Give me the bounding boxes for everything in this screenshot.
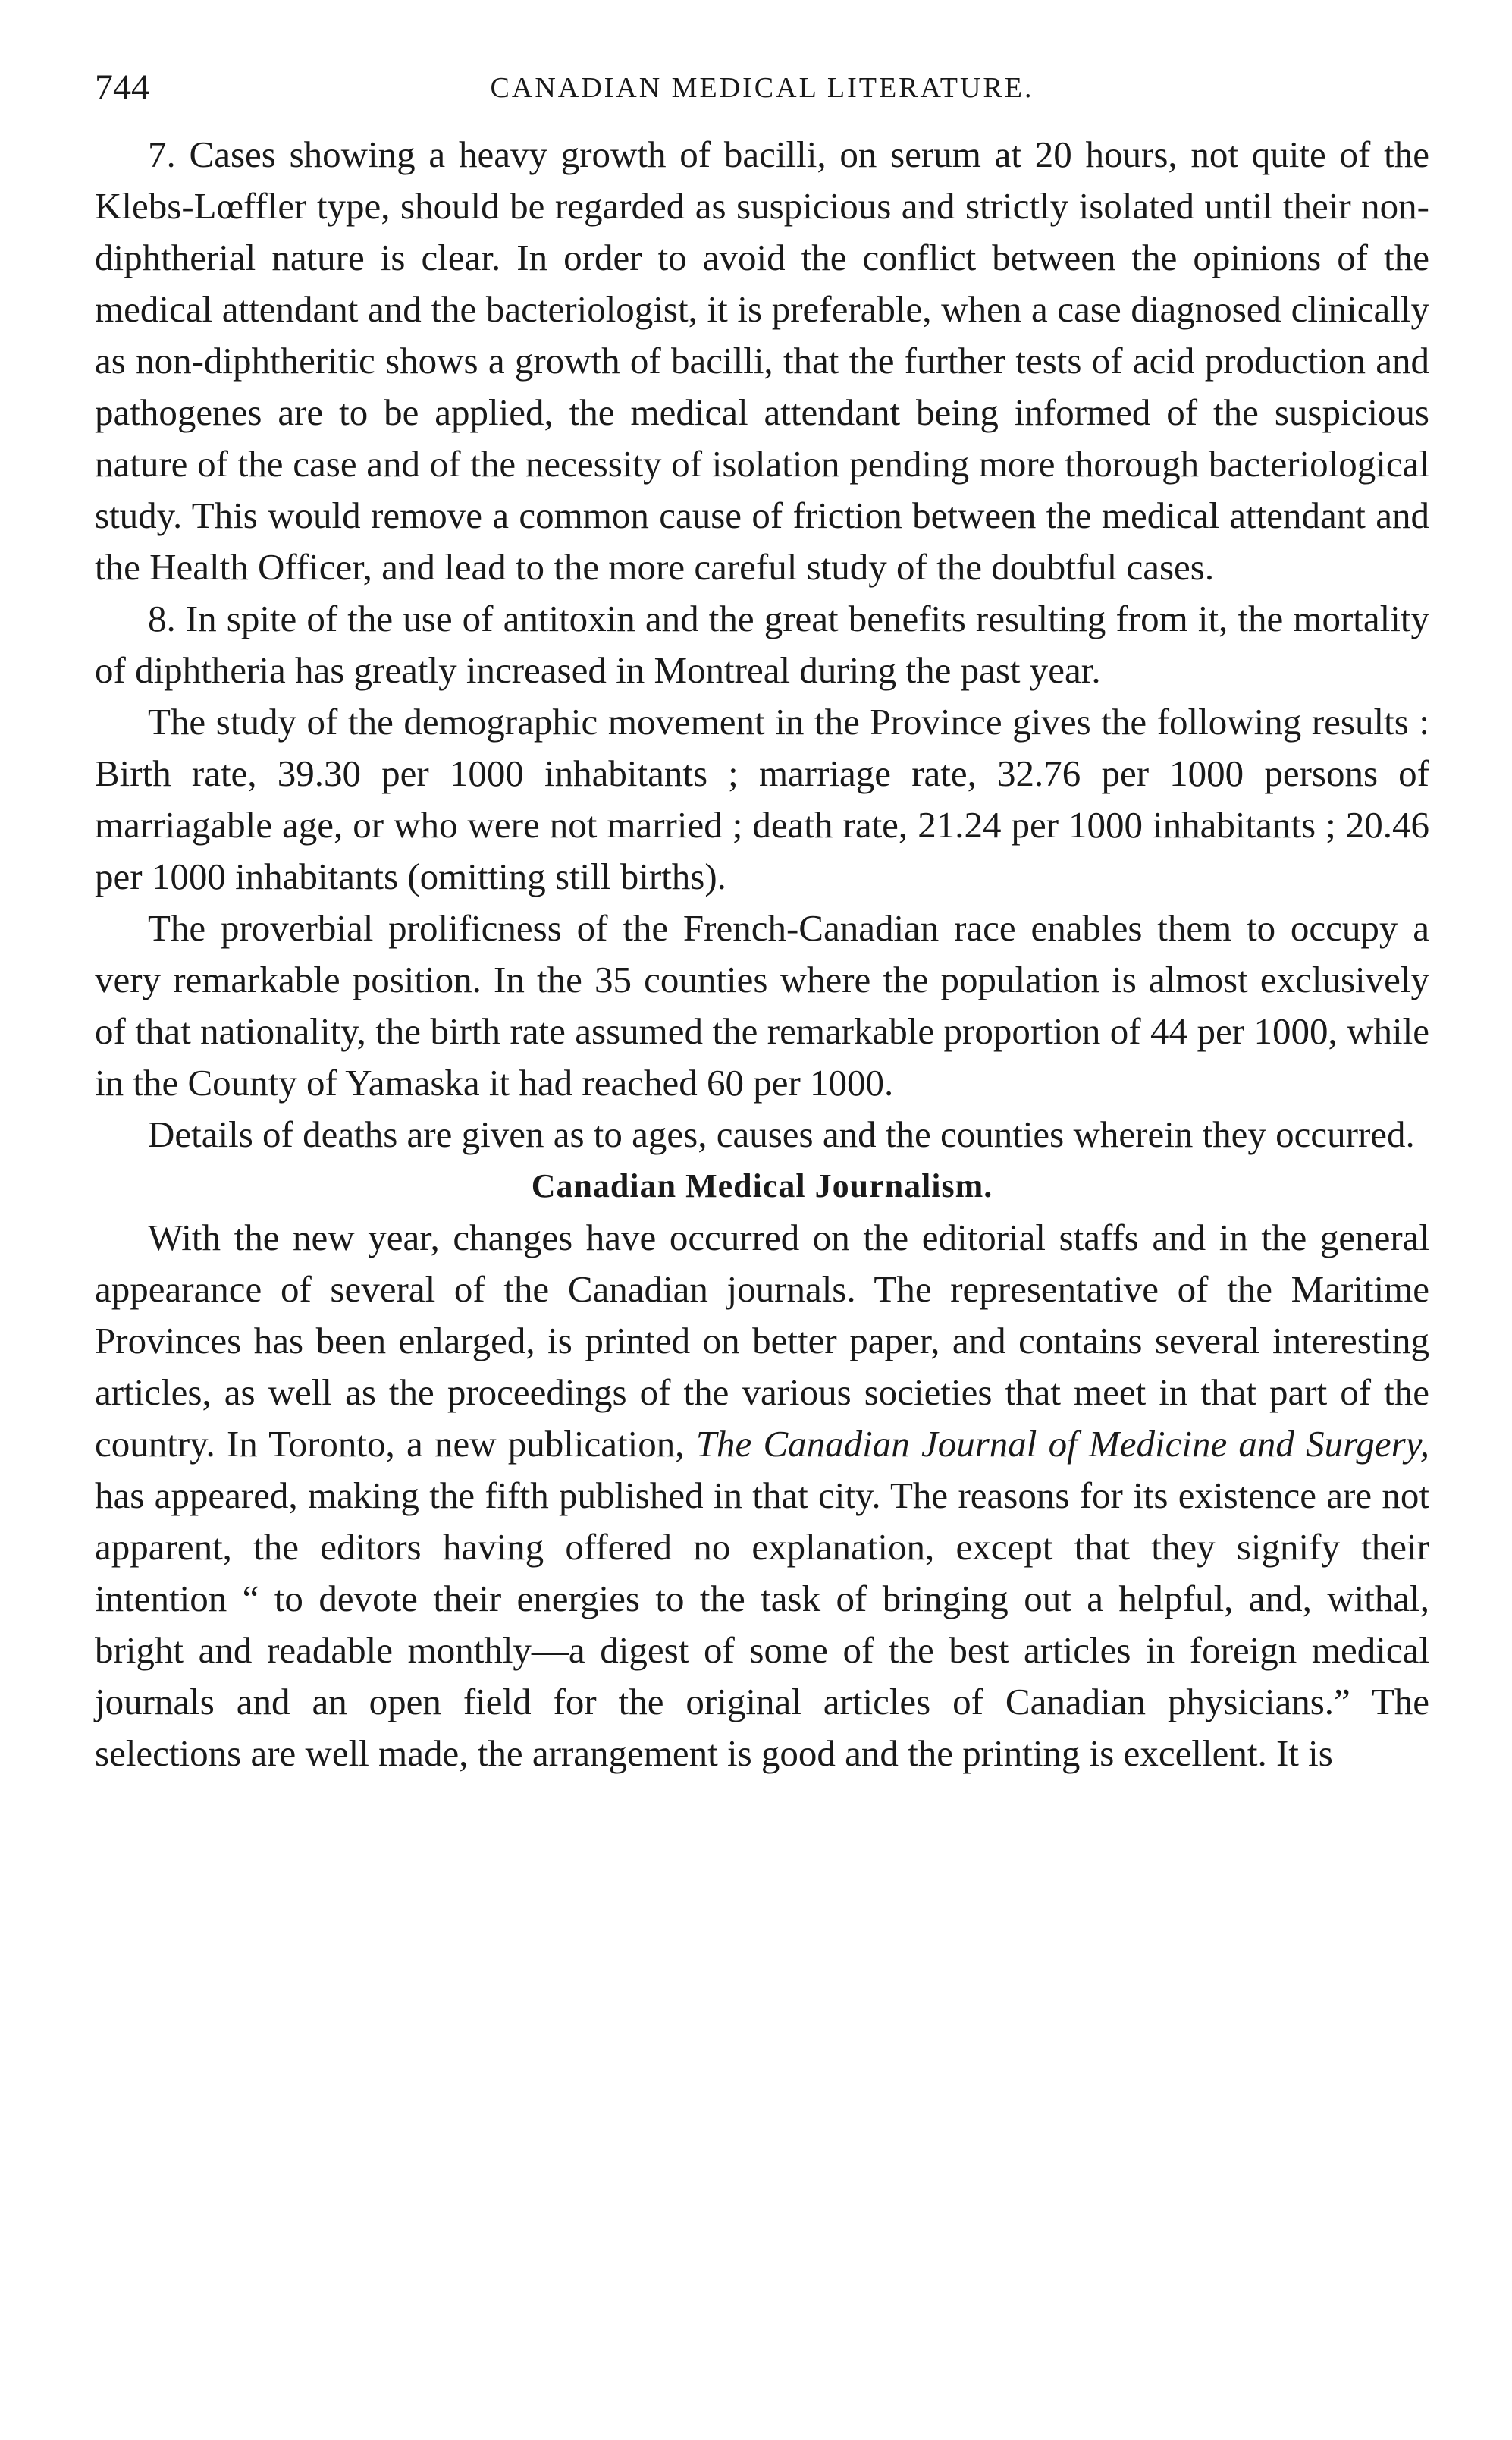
paragraph-demographics: The study of the demographic movement in the Province gives the following results : Birth rate, 39.30 per 1000 inhabitants ; marriage rate, 32.76 per 1000 persons of marriagable age, or who were not married ; death rate, 21.24 per 1000 inhabitants ; 20.46 per 1000 inhabitants (omitting still births). [95, 701, 1429, 897]
paragraph-journalism-part-2: has appeared, making the fifth published in that city. The reasons for its existence are not apparent, the editors having offered no explanation, except that they signify their intention “ to devote their energies to the task of bringing out a helpful, and, withal, bright and readable monthly—a digest of some of the best articles in foreign medical journals and an open field for the original articles of Canadian physicians.” The selections are well made, the arrangement is good and the printing is excellent. It is [95, 1474, 1429, 1774]
paragraph-item-8: 8. In spite of the use of antitoxin and the great benefits resulting from it, the mortality of diphtheria has greatly increased in Montreal during the past year. [95, 598, 1429, 691]
document-page [95, 61, 1429, 1779]
paragraph-birth-rate: The proverbial prolificness of the French-Canadian race enables them to occupy a very remarkable position. In the 35 counties where the population is almost exclusively of that nationality, the birth rate assumed the remarkable proportion of 44 per 1000, while in the County of Yamaska it had reached 60 per 1000. [95, 907, 1429, 1104]
running-head [95, 61, 1429, 129]
body-text [95, 129, 1429, 1779]
journal-title: The Canadian Journal of Medicine and Surgery, [695, 1423, 1429, 1465]
page-number: 744 [95, 68, 149, 108]
paragraph-journalism-part-1: With the new year, changes have occurred on the editorial staffs and in the general appearance of several of the Canadian journals. The representative of the Maritime Provinces has been enlarged, is printed on better paper, and contains several interesting articles, as well as the proceedings of the various societies that meet in that part of the country. In Toronto, a new publication, [95, 1217, 1429, 1465]
running-head-title: CANADIAN MEDICAL LITERATURE. [490, 72, 1034, 104]
paragraph-deaths: Details of deaths are given as to ages, causes and the counties wherein they occurred. [148, 1113, 1415, 1155]
section-heading: Canadian Medical Journalism. [531, 1167, 993, 1204]
paragraph-journalism [95, 1212, 1429, 1779]
paragraph-item-7: 7. Cases showing a heavy growth of bacilli, on serum at 20 hours, not quite of the Klebs-Lœffler type, should be regarded as suspicious and strictly isolated until their non-diphtherial nature is clear. In order to avoid the conflict between the opinions of the medical attendant and the bacteriologist, it is preferable, when a case diagnosed clinically as non-diphtheritic shows a growth of bacilli, that the further tests of acid production and pathogenes are to be applied, the medical attendant being informed of the suspicious nature of the case and of the necessity of isolation pending more thorough bacteriological study. This would remove a common cause of friction between the medical attendant and the Health Officer, and lead to the more careful study of the doubtful cases. [95, 133, 1429, 588]
